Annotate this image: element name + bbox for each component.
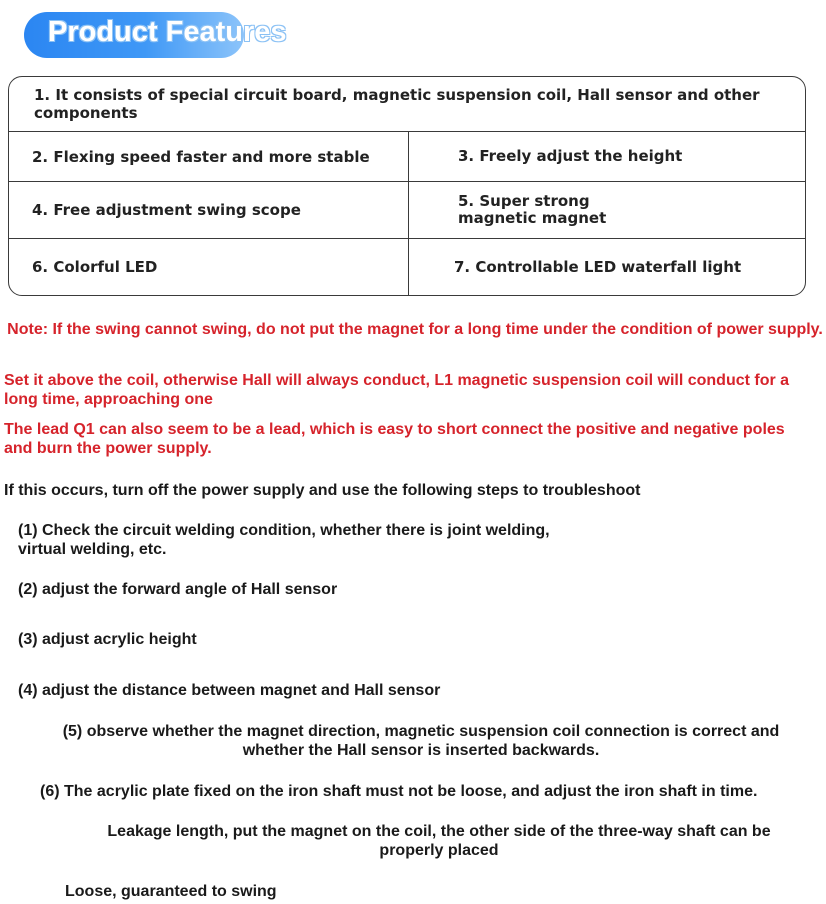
- troubleshoot-step-1: (1) Check the circuit welding condition, whether there is joint welding, virtual welding, etc.: [18, 522, 550, 558]
- troubleshoot-step-2: (2) adjust the forward angle of Hall sensor: [18, 581, 338, 598]
- warning-note-1: Note: If the swing cannot swing, do not put the magnet for a long time under the condition of power supply.: [7, 321, 823, 338]
- feature-cell-5: 5. Super strong magnetic magnet: [458, 192, 607, 227]
- troubleshoot-intro: If this occurs, turn off the power supply and use the following steps to troubleshoot: [4, 482, 641, 499]
- table-row: [9, 239, 805, 295]
- feature-cell-7: 7. Controllable LED waterfall light: [454, 257, 742, 276]
- feature-cell-1: 1. It consists of special circuit board, magnetic suspension coil, Hall sensor and other components: [34, 86, 760, 122]
- troubleshoot-step-6: (6) The acrylic plate fixed on the iron shaft must not be loose, and adjust the iron shaft in time.: [40, 783, 758, 800]
- warning-note-3: The lead Q1 can also seem to be a lead, which is easy to short connect the positive and negative poles and burn the power supply.: [4, 421, 785, 457]
- table-row: [9, 77, 805, 132]
- table-row: [9, 182, 805, 239]
- title-banner: [24, 12, 324, 58]
- page-title: Product Features: [48, 16, 287, 48]
- feature-cell-3: 3. Freely adjust the height: [458, 147, 683, 165]
- feature-cell-6: 6. Colorful LED: [9, 239, 409, 295]
- troubleshoot-step-5: (5) observe whether the magnet direction, magnetic suspension coil connection is correct and whether the Hall sensor is inserted backwards.: [62, 723, 780, 759]
- table-row: [9, 132, 805, 182]
- troubleshoot-step-4: (4) adjust the distance between magnet and Hall sensor: [18, 682, 441, 699]
- feature-cell-2: 2. Flexing speed faster and more stable: [9, 132, 409, 181]
- features-table: [8, 76, 806, 296]
- feature-cell-4: 4. Free adjustment swing scope: [9, 182, 409, 238]
- troubleshoot-step-6-end: Loose, guaranteed to swing: [65, 883, 277, 900]
- warning-note-2: Set it above the coil, otherwise Hall will always conduct, L1 magnetic suspension coil will conduct for a long time, approaching one: [4, 372, 790, 408]
- troubleshoot-step-6-continued: Leakage length, put the magnet on the coil, the other side of the three-way shaft can be properly placed: [107, 823, 771, 859]
- troubleshoot-step-3: (3) adjust acrylic height: [18, 631, 197, 648]
